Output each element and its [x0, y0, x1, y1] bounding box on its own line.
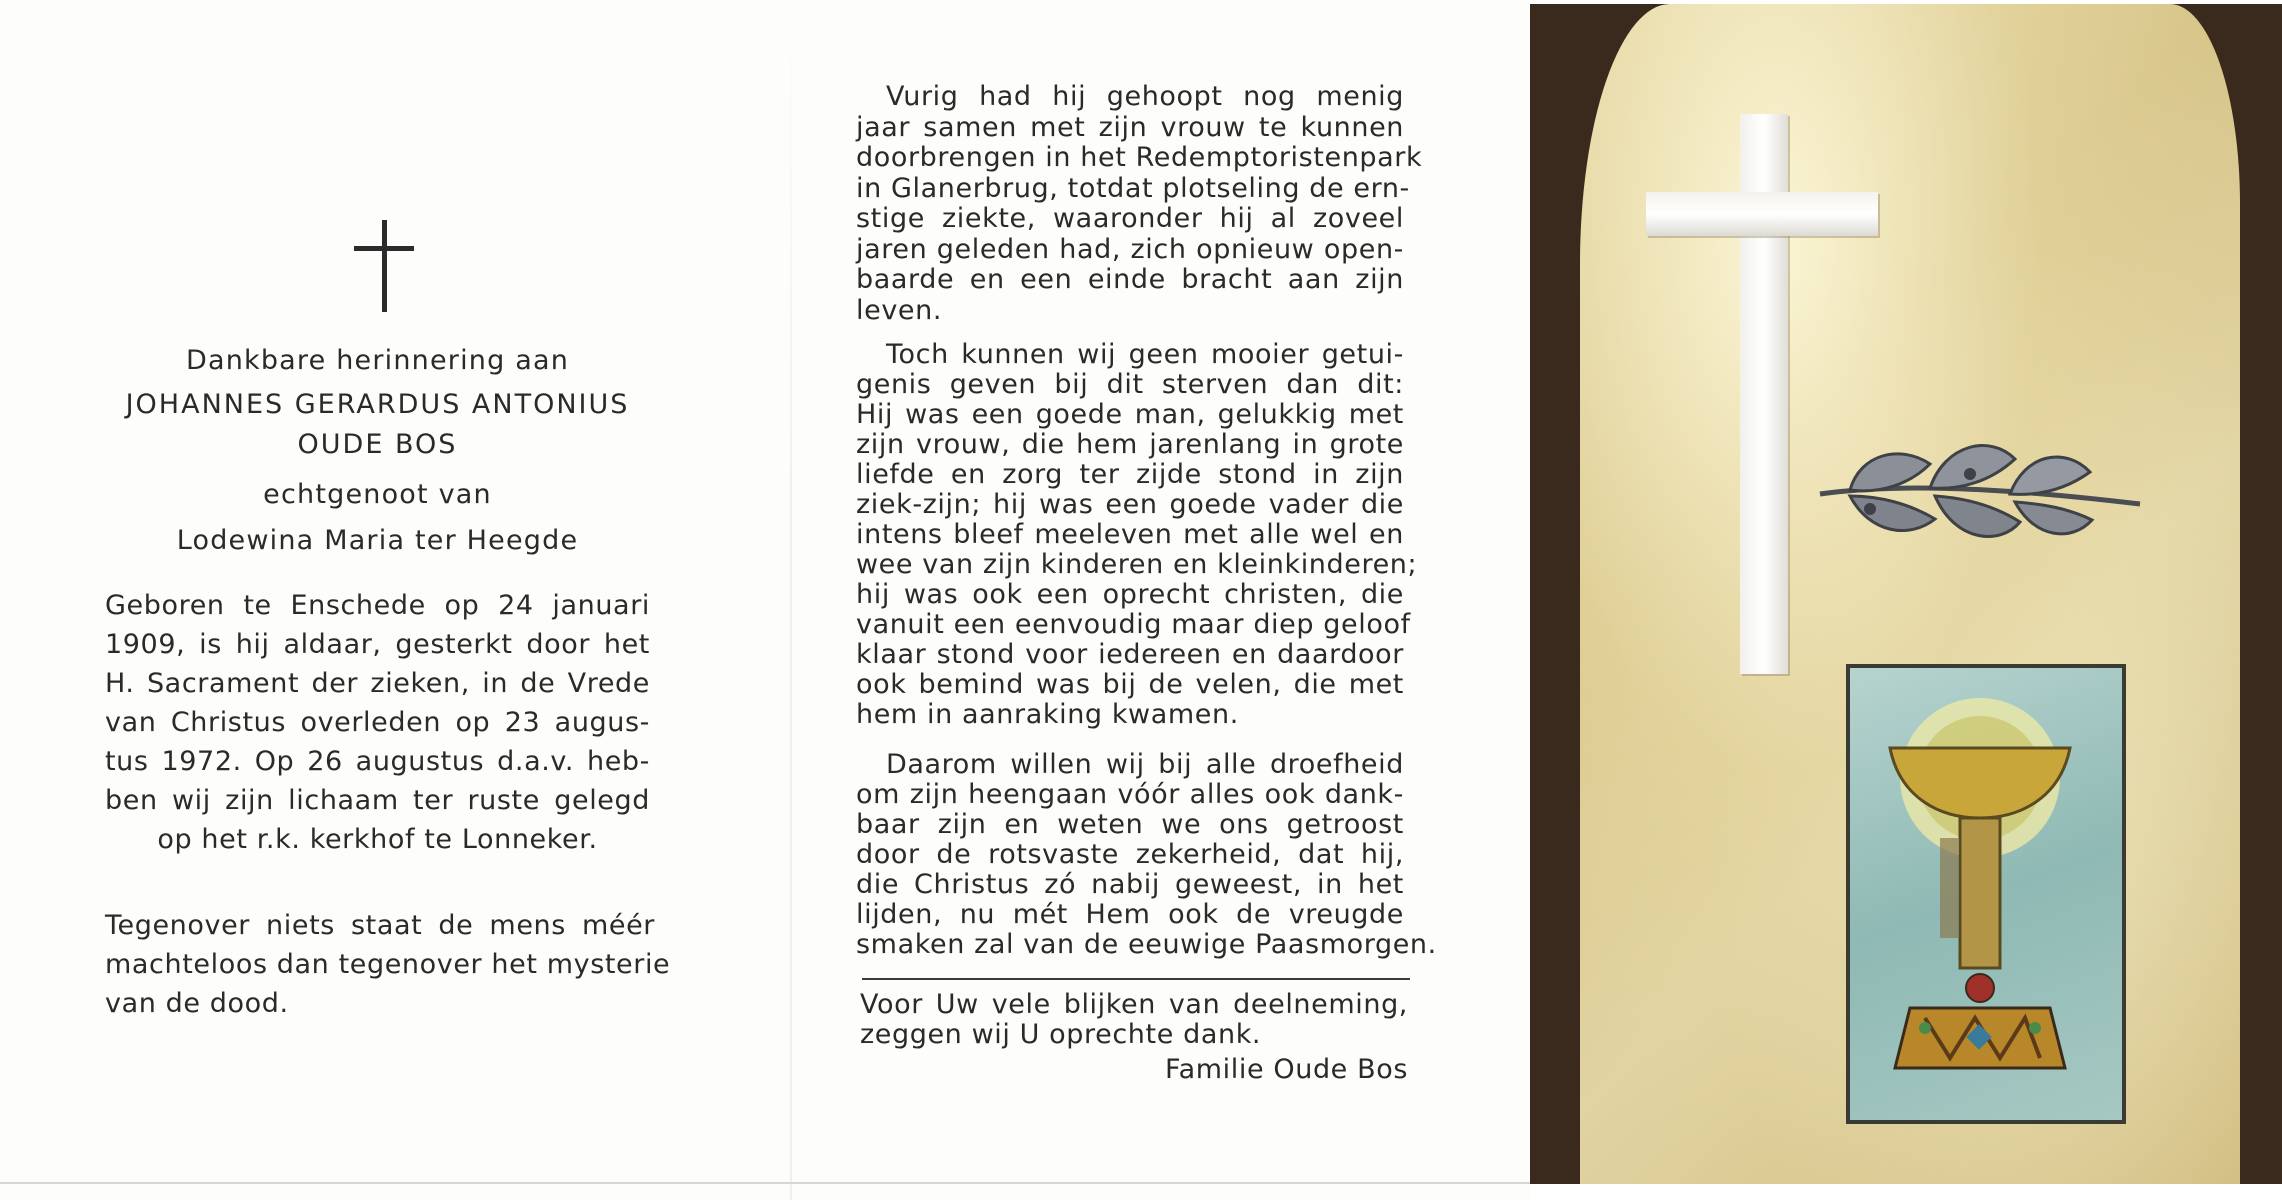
signature: Familie Oude Bos — [1164, 1054, 1408, 1085]
text-line: genis geven bij dit sterven dan dit: — [856, 369, 1404, 400]
chalice-icon — [1850, 668, 2122, 1120]
text-line: wee van zijn kinderen en kleinkinderen; — [856, 549, 1418, 580]
card-fold — [790, 0, 792, 1200]
text-line: jaar samen met zijn vrouw te kunnen — [856, 111, 1404, 143]
text-line: Vurig had hij gehoopt nog menig — [886, 81, 1404, 112]
spouse-intro: echtgenoot van — [263, 479, 492, 510]
birth-paragraph — [105, 586, 650, 859]
deceased-name: JOHANNES GERARDUS ANTONIUS — [125, 389, 630, 420]
text-line: hij was ook een oprecht christen, die — [856, 579, 1404, 610]
text-line: leven. — [856, 294, 942, 326]
text-line: lijden, nu mét Hem ook de vreugde — [856, 899, 1404, 930]
spouse-name: Lodewina Maria ter Heegde — [176, 525, 579, 556]
text-line: tus 1972. Op 26 augustus d.a.v. heb- — [105, 746, 650, 777]
card-edge — [0, 1182, 1530, 1184]
text-line: ben wij zijn lichaam ter ruste gelegd — [105, 785, 650, 816]
text-line: Geboren te Enschede op 24 januari — [105, 590, 650, 621]
text-line: Hij was een goede man, gelukkig met — [856, 399, 1404, 430]
text-line: in Glanerbrug, totdat plotseling de ern- — [856, 172, 1410, 204]
text-line: intens bleef meeleven met alle wel en — [856, 519, 1404, 550]
text-line: hem in aanraking kwamen. — [856, 699, 1239, 730]
text-line: zeggen wij U oprechte dank. — [860, 1019, 1262, 1050]
laurel-branch-icon — [1810, 424, 2150, 564]
text-line: stige ziekte, waaronder hij al zoveel — [856, 203, 1404, 234]
text-line: Daarom willen wij bij alle droefheid — [886, 749, 1404, 780]
text-line: op het r.k. kerkhof te Lonneker. — [157, 824, 598, 855]
text-line: door de rotsvaste zekerheid, dat hij, — [856, 839, 1404, 870]
paragraph-1 — [856, 81, 1423, 326]
cross-icon — [1646, 192, 1878, 236]
text-line: jaren geleden had, zich opnieuw open- — [856, 233, 1404, 265]
text-line: klaar stond voor iedereen en daardoor — [856, 639, 1404, 670]
text-line: die Christus zó nabij geweest, in het — [856, 869, 1404, 900]
dedication-heading — [80, 342, 675, 562]
divider — [862, 978, 1410, 980]
text-line: Toch kunnen wij geen mooier getui- — [886, 339, 1404, 370]
paragraph-3 — [856, 749, 1437, 960]
text-line: van Christus overleden op 23 augus- — [105, 707, 650, 738]
text-line: ook bemind was bij de velen, die met — [856, 669, 1404, 700]
quote-paragraph — [105, 906, 671, 1023]
deceased-surname: OUDE BOS — [297, 429, 458, 460]
paragraph-2 — [856, 339, 1418, 730]
text-line: Tegenover niets staat de mens méér — [105, 910, 655, 941]
text-line: van de dood. — [105, 988, 289, 1019]
dedication-line: Dankbare herinnering aan — [185, 345, 570, 376]
text-line: liefde en zorg ter zijde stond in zijn — [856, 459, 1404, 490]
text-line: 1909, is hij aldaar, gesterkt door het — [105, 629, 650, 660]
text-line: ziek-zijn; hij was een goede vader die — [856, 489, 1404, 520]
text-line: machteloos dan tegenover het mysterie — [105, 949, 671, 980]
text-line: smaken zal van de eeuwige Paasmorgen. — [856, 929, 1437, 960]
text-line: doorbrengen in het Redemptoristenpark — [856, 142, 1423, 173]
text-line: baarde en een einde bracht aan zijn — [856, 264, 1404, 295]
chalice-panel — [1846, 664, 2126, 1124]
text-line: vanuit een eenvoudig maar diep geloof — [856, 609, 1411, 640]
text-line: H. Sacrament der zieken, in de Vrede — [105, 668, 650, 699]
text-line: Voor Uw vele blijken van deelneming, — [860, 989, 1408, 1020]
cross-icon — [372, 220, 396, 312]
text-line: baar zijn en weten we ons getroost — [856, 809, 1404, 840]
text-line: zijn vrouw, die hem jarenlang in grote — [856, 429, 1404, 460]
memorial-picture — [1530, 4, 2282, 1184]
text-line: om zijn heengaan vóór alles ook dank- — [856, 779, 1404, 810]
thanks-paragraph — [860, 990, 1408, 1050]
